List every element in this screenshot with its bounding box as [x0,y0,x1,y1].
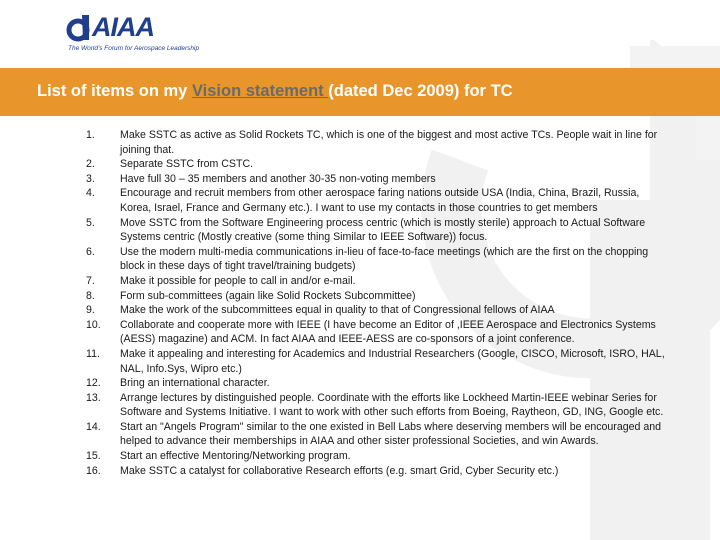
list-item [68,391,668,420]
list-item [68,376,668,391]
list-item [68,464,668,479]
item-text: Make SSTC a catalyst for collaborative Research efforts (e.g. smart Grid, Cyber Security etc.) [120,464,559,477]
item-number: 15. [86,450,101,463]
item-text: Form sub-committees (again like Solid Rockets Subcommittee) [120,289,416,302]
page-title [37,81,513,101]
item-text: Bring an international character. [120,377,270,390]
item-number: 4. [86,187,95,200]
list-item [68,347,668,376]
item-text: Use the modern multi-media communications in-lieu of face-to-face meetings (which are the first on the chopping block in these days of tight travel/training budgets) [120,245,649,273]
item-number: 8. [86,289,95,302]
item-number: 2. [86,158,95,171]
list-item [68,128,668,157]
title-suffix: (dated Dec 2009) for TC [328,82,513,100]
vision-items-list [68,128,668,478]
item-text: Make it possible for people to call in and/or e-mail. [120,274,356,287]
list-item [68,172,668,187]
item-text: Make SSTC as active as Solid Rockets TC, which is one of the biggest and most active TCs. People wait in line for joining that. [120,129,658,156]
list-item [68,303,668,318]
item-number: 16. [86,464,101,477]
aiaa-logo [66,12,200,56]
item-text: Arrange lectures by distinguished people. Coordinate with the efforts like Lockheed Martin-IEEE webinar Series for Software and Systems Initiative. I want to work with other such efforts from Boeing, Raytheon, GD, ING, Google etc. [120,391,664,419]
list-item [68,157,668,172]
item-number: 10. [86,318,101,331]
list-item [68,245,668,274]
list-item [68,186,668,215]
item-text: Encourage and recruit members from other aerospace faring nations outside USA (India, China, Brazil, Russia, Korea, Israel, France and Germany etc.). I want to use my contacts in those countries to get members [120,187,640,214]
item-number: 6. [86,245,95,258]
item-text: Have full 30 – 35 members and another 30-35 non-voting members [120,172,436,185]
item-number: 13. [86,391,101,404]
item-number: 14. [86,420,101,433]
item-number: 7. [86,274,95,287]
vision-statement-link[interactable]: Vision statement [191,82,329,100]
item-text: Start an "Angels Program" similar to the one existed in Bell Labs where deserving members will be encouraged and helped to advance their memberships in AIAA and other sister professional Societies, and win Awards. [120,420,662,448]
item-text: Start an effective Mentoring/Networking program. [120,450,351,463]
item-text: Separate SSTC from CSTC. [120,158,254,171]
list-item [68,449,668,464]
item-number: 12. [86,377,101,390]
item-number: 9. [86,304,95,317]
item-number: 1. [86,129,95,141]
item-number: 5. [86,216,95,229]
item-text: Move SSTC from the Software Engineering process centric (which is mostly sterile) approach to Actual Software Systems centric (Mostly creative (some thing Similar to IEEE Software)) focus. [120,216,646,244]
aiaa-swoosh-icon [66,13,92,43]
item-text: Make the work of the subcommittees equal in quality to that of Congressional fellows of AIAA [120,304,555,317]
title-prefix: List of items on my [37,82,192,100]
logo-tagline: The World's Forum for Aerospace Leadership [68,45,200,52]
list-item [68,318,668,347]
item-number: 11. [86,347,100,360]
item-number: 3. [86,172,95,185]
list-item [68,274,668,289]
logo-text: AIAA [92,12,154,42]
item-text: Collaborate and cooperate more with IEEE (I have become an Editor of ,IEEE Aerospace and Electronics Systems (AESS) magazine) and ACM. In fact AIAA and IEEE-AESS are co-sponsors of a joint conference. [120,318,656,346]
list-item [68,216,668,245]
list-item [68,420,668,449]
list-item [68,289,668,304]
item-text: Make it appealing and interesting for Academics and Industrial Researchers (Google, CISCO, Microsoft, ISRO, HAL, NAL, Info.Sys, Wipro etc.) [120,347,665,375]
